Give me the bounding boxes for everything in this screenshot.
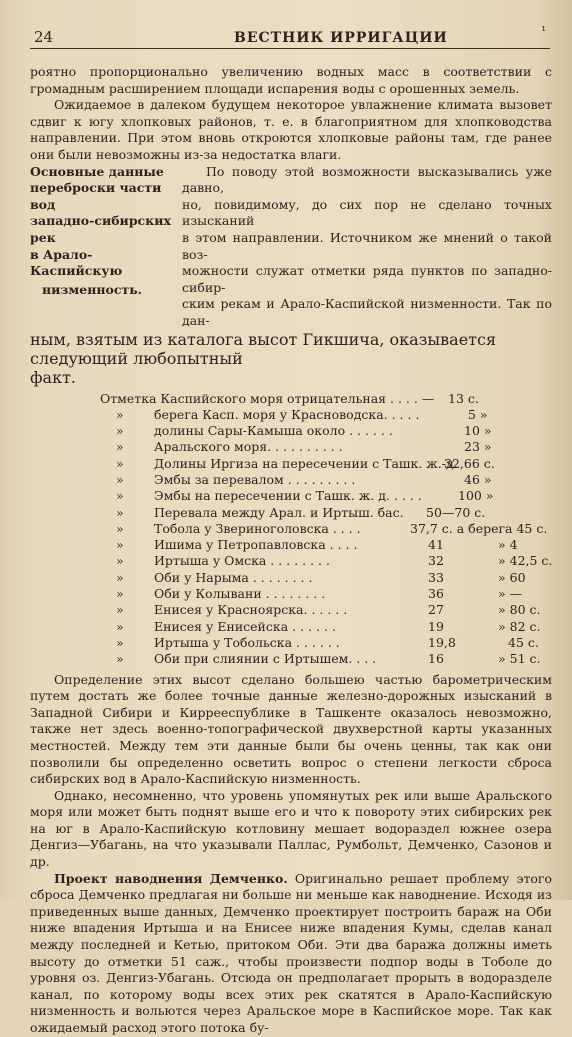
- side-heading-line: в Арало-Каспийскую: [30, 246, 123, 279]
- section-text: [182, 164, 552, 330]
- row-shore-value: » 60: [498, 569, 526, 585]
- row-label: Оби у Колывани . . . . . . . .: [154, 586, 326, 602]
- side-heading: [30, 164, 182, 330]
- row-value: 33: [428, 569, 444, 585]
- row-label: Эмбы за перевалом . . . . . . . . .: [154, 471, 356, 487]
- section-text-tail: [30, 330, 552, 387]
- side-heading-line: низменность.: [42, 281, 143, 297]
- row-label: Аральского моря. . . . . . . . . .: [154, 439, 343, 455]
- row-value: 13 с.: [448, 390, 479, 406]
- table-row: » Иртыша у Тобольска . . . . . . 19,8 45 с.: [116, 634, 539, 650]
- text-line: ным, взятым из каталога высот Гикшича, оказывается следующий любопытный: [30, 329, 497, 368]
- table-row: [30, 391, 552, 407]
- row-label: долины Сары-Камыша около . . . . . .: [154, 423, 393, 439]
- row-label: Перевала между Арал. и Иртыш. бас.: [154, 504, 404, 520]
- row-label: Енисея у Енисейска . . . . . .: [154, 618, 336, 634]
- table-row: » Оби у Нарыма . . . . . . . . 33 » 60: [116, 569, 526, 585]
- table-row: » Иртыша у Омска . . . . . . . . 32 » 42,5 с.: [116, 553, 553, 569]
- text-line: но, повидимому, до сих пор не сделано точных изысканий: [182, 196, 552, 229]
- table-row: » Енисея у Енисейска . . . . . . 19 » 82 с.: [116, 618, 541, 634]
- row-value: 32,66 с.: [444, 455, 495, 471]
- table-row: » Оби у Колывани . . . . . . . . 36 » —: [116, 586, 523, 602]
- row-value: 23 »: [464, 439, 492, 455]
- table-row: » Эмбы за перевалом . . . . . . . . . 46 »: [116, 471, 492, 487]
- row-shore-value: » 82 с.: [498, 618, 541, 634]
- row-value: 10 »: [464, 423, 492, 439]
- table-row: » Долины Иргиза на пересечении с Ташк. ж.-д. 32,66 с.: [116, 455, 495, 471]
- table-row: » берега Касп. моря у Красноводска. . . . . 5 »: [116, 406, 488, 422]
- row-value: 32: [428, 553, 444, 569]
- article-body: [30, 64, 552, 1037]
- paragraph-4: Однако, несомненно, что уровень упомянутых рек или выше Аральского моря или может быть поднят выше его и что к повороту этих сибирских рек на юг в Арало-Каспийскую котловину мешает водораздел южнее озера Денгиз—Убагань, на что указывали Паллас, Румбольт, Демченко, Сазонов и др.: [30, 787, 552, 870]
- row-value: 46 »: [464, 471, 492, 487]
- row-label: берега Касп. моря у Красноводска. . . . .: [154, 406, 420, 422]
- side-heading-line: переброски части вод: [30, 180, 162, 212]
- text-line: можности служат отметки ряда пунктов по западно-сибир-: [182, 263, 552, 295]
- side-heading-line: западно-сибирских рек: [30, 213, 171, 245]
- row-shore-value: » 80 с.: [498, 602, 541, 618]
- row-value: 19: [428, 618, 444, 634]
- row-value: 16: [428, 651, 444, 667]
- table-row: » Тобола у Звериноголовска . . . . 37,7 с. а берега 45 с.: [116, 520, 548, 536]
- row-label: Оби при слиянии с Иртышем. . . .: [154, 651, 377, 667]
- text-line: в этом направлении. Источником же мнений о такой воз-: [182, 229, 552, 262]
- row-value: 27: [428, 602, 444, 618]
- side-heading-line: Основные данные: [30, 163, 164, 179]
- text-line: ским рекам и Арало-Каспийской низменности. Так по дан-: [182, 296, 552, 328]
- row-value: 50—70 с.: [426, 504, 486, 520]
- row-label: Долины Иргиза на пересечении с Ташк. ж.-д.: [154, 455, 458, 471]
- running-header: [30, 24, 550, 49]
- row-value: 100 »: [458, 488, 494, 504]
- table-row: » Ишима у Петропавловска . . . . 41 » 4: [116, 537, 518, 553]
- paragraph-1: роятно пропорционально увеличению водных масс в соответствии с громадным расширением площади испарения воды с орошенных земель.: [30, 64, 552, 96]
- section-water-transfer: [30, 164, 552, 330]
- elevation-table: [30, 391, 552, 668]
- text-line: По поводу этой возможности высказывались уже давно,: [182, 163, 552, 196]
- row-label: Отметка Каспийского моря отрицательная . . . . —: [100, 390, 435, 406]
- row-shore-value: » 42,5 с.: [498, 553, 553, 569]
- table-row: » Аральского моря. . . . . . . . . . 23 »: [116, 439, 492, 455]
- row-label: Тобола у Звериноголовска . . . .: [154, 520, 361, 536]
- table-row: » долины Сары-Камыша около . . . . . . 10 »: [116, 423, 492, 439]
- row-value: 19,8: [428, 634, 456, 650]
- paragraph-3: Определение этих высот сделано большею частью барометрическим путем достать же более точные данные железно-дорожных изысканий в Западной Сибири и Киррееспублике в Ташкенте оказалось невозможно, также нет здесь военно-топографической двухверстной карты указанных местностей. Между тем эти данные были бы очень ценны, так как они позволили бы определенно осветить вопрос о степени легкости сброса сибирских вод в Арало-Каспийскую низменность.: [30, 671, 552, 787]
- row-value: 41: [428, 537, 444, 553]
- row-label: Иртыша у Омска . . . . . . . .: [154, 553, 330, 569]
- table-row: » Эмбы на пересечении с Ташк. ж. д. . . . . 100 »: [116, 488, 494, 504]
- page-number: 24: [34, 28, 54, 46]
- table-row: » Перевала между Арал. и Иртыш. бас. 50—70 с.: [116, 504, 486, 520]
- row-label: Оби у Нарыма . . . . . . . .: [154, 569, 313, 585]
- paragraph-5-title: Проект наводнения Демченко.: [54, 870, 288, 886]
- row-label: Енисея у Красноярска. . . . . .: [154, 602, 348, 618]
- table-row: » Енисея у Красноярска. . . . . . 27 » 80 с.: [116, 602, 541, 618]
- row-shore-value: 45 с.: [508, 634, 539, 650]
- row-value: 36: [428, 586, 444, 602]
- paragraph-5: [30, 871, 552, 1037]
- row-label: Ишима у Петропавловска . . . .: [154, 537, 358, 553]
- corner-mark: ¹: [541, 24, 546, 38]
- row-label: Иртыша у Тобольска . . . . . .: [154, 634, 340, 650]
- row-label: Эмбы на пересечении с Ташк. ж. д. . . . .: [154, 488, 422, 504]
- row-shore-value: » 51 с.: [498, 651, 541, 667]
- journal-title: ВЕСТНИК ИРРИГАЦИИ: [234, 30, 448, 46]
- table-row: » Оби при слиянии с Иртышем. . . . 16 » 51 с.: [116, 651, 541, 667]
- text-line: факт.: [30, 367, 76, 387]
- paragraph-5-text: Оригинально решает проблему этого сброса Демченко предлагая ни больше ни меньше как наводнение. Исходя из приведенных выше данных, Демченко проектирует построить бараж на Оби ниже впадения Иртыша и на Енисее ниже впадения Кумы, сделав канал между последней и Кетью, притоком Оби. Эти два баража должны иметь высоту до отметки 51 саж., чтобы произвести подпор воды в Тоболе до уровня оз. Денгиз-Убагань. Отсюда он предполагает прорыть в водоразделе канал, по которому воды всех этих рек скатятся в Арало-Каспийскую низменность и вольются через Аральское море в Каспийское море. Так как ожидаемый расход этого потока бу-: [30, 870, 552, 1036]
- paragraph-2: Ожидаемое в далеком будущем некоторое увлажнение климата вызовет сдвиг к югу хлопковых районов, т. е. в благоприятном для хлопководства направлении. При этом вновь откроются хлопковые районы там, где ранее они были невозможны из-за недостатка влаги.: [30, 97, 552, 162]
- row-value: 5 »: [468, 406, 488, 422]
- row-shore-value: » —: [498, 586, 523, 602]
- row-value: 37,7 с. а берега 45 с.: [410, 520, 548, 536]
- row-shore-value: » 4: [498, 537, 518, 553]
